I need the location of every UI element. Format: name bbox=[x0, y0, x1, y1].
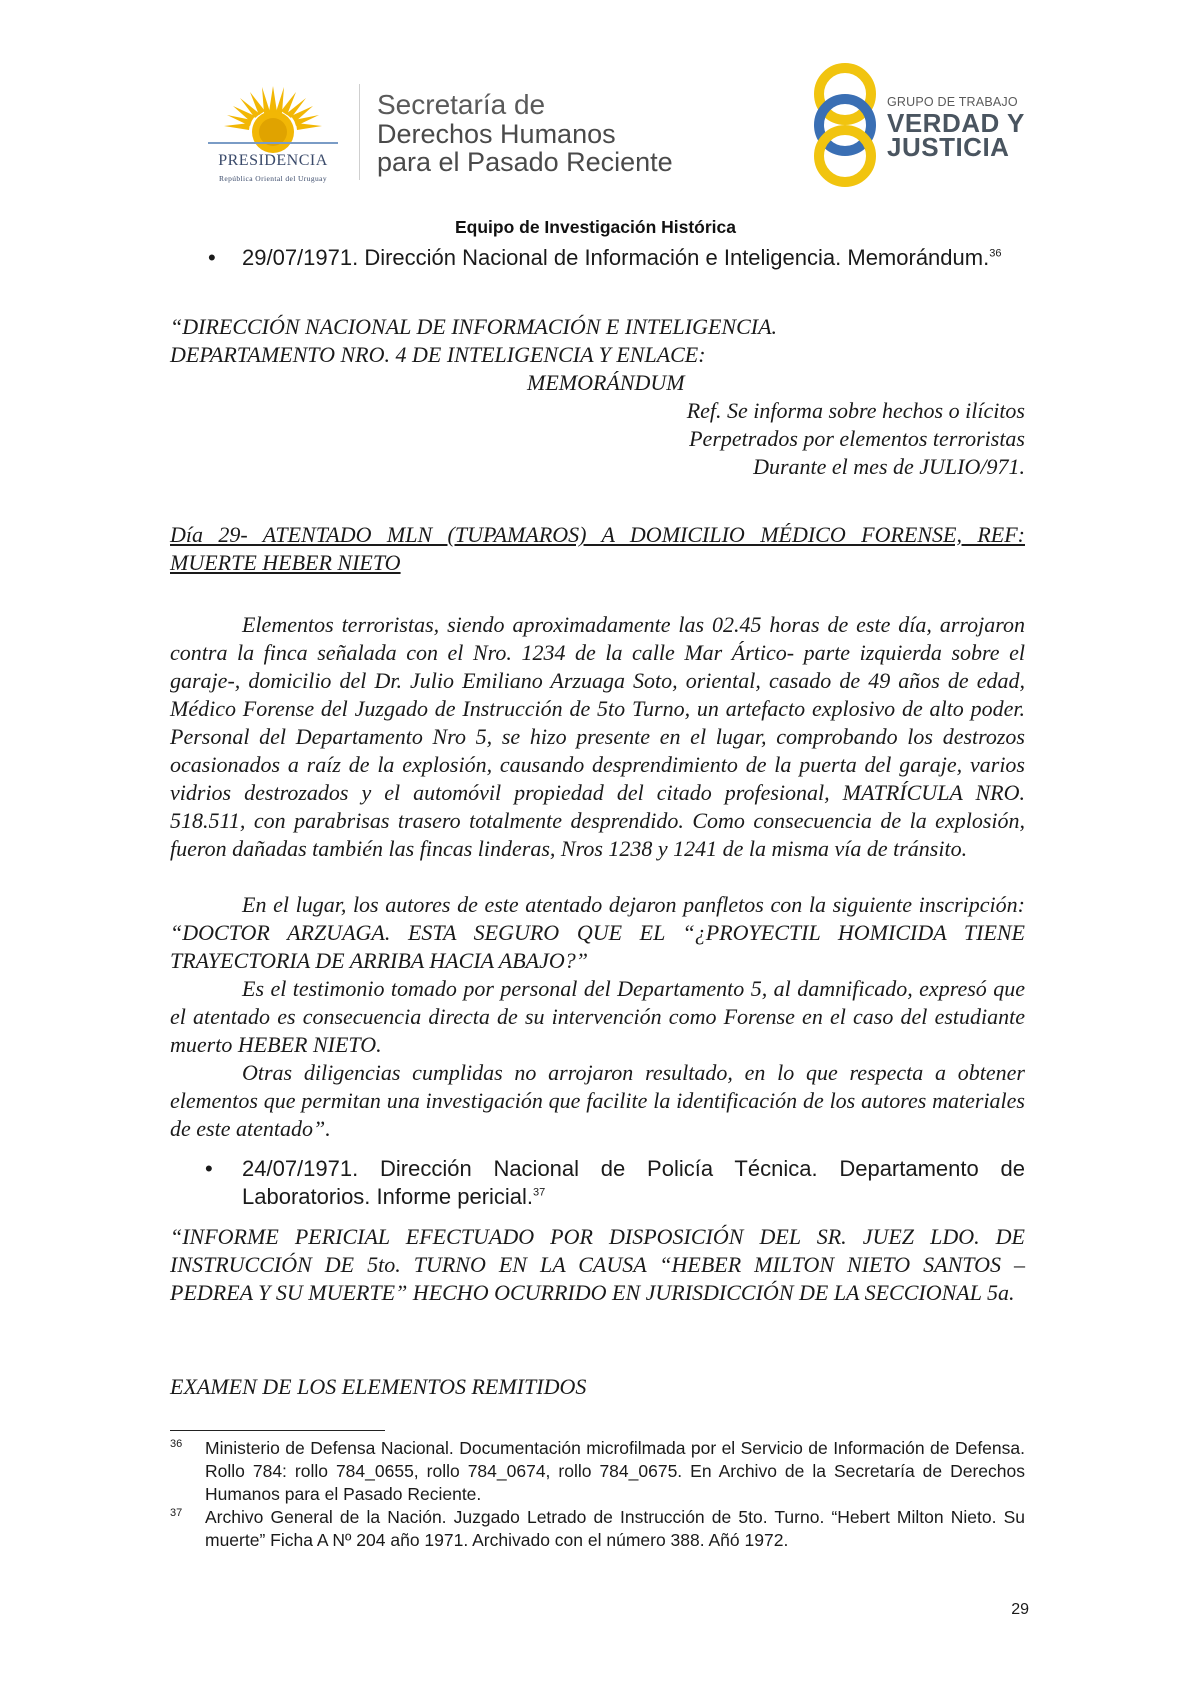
footnote-ref-36: 36 bbox=[989, 247, 1002, 260]
bullet-dot: • bbox=[205, 1156, 213, 1181]
presidencia-logo bbox=[198, 82, 348, 182]
footnote-rule bbox=[170, 1430, 385, 1431]
memo-header-line2: DEPARTAMENTO NRO. 4 DE INTELIGENCIA Y ENLACE: bbox=[170, 342, 706, 367]
grupo-line1: VERDAD Y bbox=[887, 108, 1025, 138]
bullet-text bbox=[242, 1155, 1025, 1211]
memo-paragraph-3: Es el testimonio tomado por personal del Departamento 5, al damnificado, expresó que el atentado es consecuencia directa de su intervención como Forense en el caso del estudiante muerto HEBER NIETO. bbox=[170, 976, 1025, 1057]
bullet-dot: • bbox=[208, 245, 216, 270]
informe-heading: “INFORME PERICIAL EFECTUADO POR DISPOSICIÓN DEL SR. JUEZ LDO. DE INSTRUCCIÓN DE 5to. TURNO EN LA CAUSA “HEBER MILTON NIETO SANTOS – PEDREA Y SU MUERTE” HECHO OCURRIDO EN JURISDICCIÓN DE LA SECCIONAL 5a. bbox=[170, 1224, 1025, 1305]
footnote-text: Archivo General de la Nación. Juzgado Letrado de Instrucción de 5to. Turno. “Hebert Milton Nieto. Su muerte” Ficha A Nº 204 año 1971. Archivado con el número 388. Añó 1972. bbox=[205, 1507, 1025, 1550]
memo-subject: Día 29- ATENTADO MLN (TUPAMAROS) A DOMICILIO MÉDICO FORENSE, REF: MUERTE HEBER NIETO bbox=[170, 522, 1025, 575]
bullet-1-text: 29/07/1971. Dirección Nacional de Información e Inteligencia. Memorándum. bbox=[242, 245, 990, 270]
grupo-line2: JUSTICIA bbox=[887, 132, 1010, 162]
bullet-text bbox=[242, 244, 1025, 272]
bullet-item-1 bbox=[170, 244, 1025, 304]
bullet-item-2 bbox=[170, 1155, 1025, 1215]
secretaria-line3: para el Pasado Reciente bbox=[377, 147, 673, 177]
team-heading: Equipo de Investigación Histórica bbox=[454, 217, 737, 237]
secretaria-title bbox=[377, 90, 673, 176]
footnote-number: 36 bbox=[170, 1438, 183, 1450]
footnote-number: 37 bbox=[170, 1507, 183, 1519]
memo-paragraph-2: En el lugar, los autores de este atentado dejaron panfletos con la siguiente inscripción: “DOCTOR ARZUAGA. ESTA SEGURO QUE EL “¿PROYECTIL HOMICIDA TIENE TRAYECTORIA DE ARRIBA HACIA ABAJO?” bbox=[170, 892, 1025, 973]
memo-paragraph-4: Otras diligencias cumplidas no arrojaron resultado, en lo que respecta a obtener elementos que permitan una investigación que facilite la identificación de los autores materiales de este atentado”. bbox=[170, 1060, 1025, 1141]
secretaria-line1: Secretaría de bbox=[377, 89, 546, 120]
secretaria-line2: Derechos Humanos bbox=[377, 119, 616, 149]
presidencia-subtitle: República Oriental del Uruguay bbox=[218, 174, 327, 183]
page-number: 29 bbox=[1011, 1601, 1029, 1618]
presidencia-name: PRESIDENCIA bbox=[218, 152, 328, 169]
footnote-text: Ministerio de Defensa Nacional. Documentación microfilmada por el Servicio de Información de Defensa. Rollo 784: rollo 784_0655, rollo 784_0674, rollo 784_0675. En Archivo de la Secretaría de Derechos Humanos para el Pasado Reciente. bbox=[205, 1438, 1025, 1504]
memo-ref-line3: Durante el mes de JULIO/971. bbox=[753, 454, 1025, 479]
bullet-2-text: 24/07/1971. Dirección Nacional de Policía Técnica. Departamento de Laboratorios. Informe pericial. bbox=[242, 1156, 1025, 1209]
page-header bbox=[0, 0, 1191, 215]
footnote-36 bbox=[170, 1437, 1025, 1506]
footnote-ref-37: 37 bbox=[533, 1186, 546, 1199]
memo-header-line3: MEMORÁNDUM bbox=[527, 370, 685, 395]
memo-paragraph-1: Elementos terroristas, siendo aproximadamente las 02.45 horas de este día, arrojaron contra la finca señalada con el Nro. 1234 de la calle Mar Ártico- parte izquierda sobre el garaje-, domicilio del Dr. Julio Emiliano Arzuaga Soto, oriental, casado de 49 años de edad, Médico Forense del Juzgado de Instrucción de 5to Turno, un artefacto explosivo de alto poder. Personal del Departamento Nro 5, se hizo presente en el lugar, comprobando los destrozos ocasionados a raíz de la explosión, causando desprendimiento de la puerta del garaje, varios vidrios destrozados y el automóvil propiedad del citado profesional, MATRÍCULA NRO. 518.511, con parabrisas trasero totalmente desprendido. Como consecuencia de la explosión, fueron dañadas también las fincas linderas, Nros 1238 y 1241 de la misma vía de tránsito. bbox=[170, 612, 1025, 861]
footnote-37 bbox=[170, 1506, 1025, 1552]
grupo-small-label: GRUPO DE TRABAJO bbox=[887, 95, 1018, 109]
sun-icon bbox=[198, 82, 348, 154]
informe-examen: EXAMEN DE LOS ELEMENTOS REMITIDOS bbox=[170, 1374, 587, 1399]
memo-header-line1: “DIRECCIÓN NACIONAL DE INFORMACIÓN E INTELIGENCIA. bbox=[170, 314, 778, 339]
memo-ref-line2: Perpetrados por elementos terroristas bbox=[689, 426, 1025, 451]
memo-ref-line1: Ref. Se informa sobre hechos o ilícitos bbox=[686, 398, 1025, 423]
header-divider bbox=[359, 84, 360, 180]
